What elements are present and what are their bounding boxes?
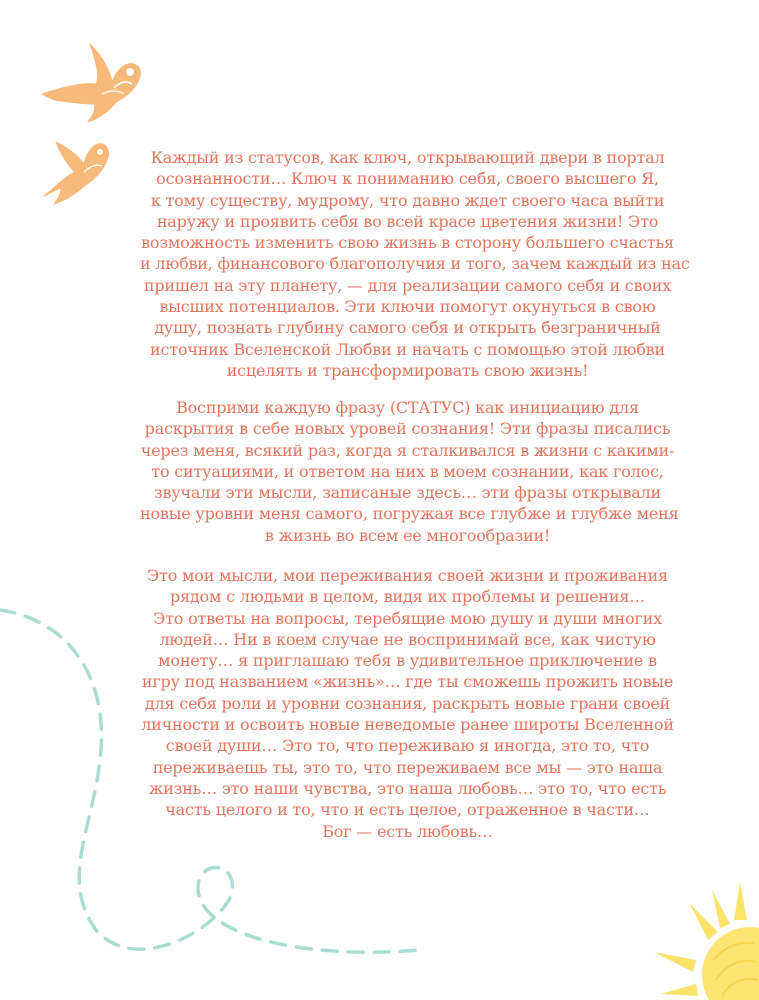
text-line: монету… я приглашаю тебя в удивительное приключение в <box>158 651 657 671</box>
text-line: душу, познать глубину самого себя и открыть безграничный <box>154 318 661 338</box>
text-line: новые уровни меня самого, погружая все глубже и глубже меня <box>140 504 679 524</box>
text-line: исцелять и трансформировать свою жизнь! <box>226 360 589 380</box>
text-line: своей души… Это то, что переживаю я иногда, это то, что <box>165 736 650 756</box>
sun-icon <box>650 880 759 1000</box>
text-line: возможность изменить свою жизнь в сторону большего счастья <box>141 233 674 253</box>
text-line: Бог — есть любовь… <box>322 821 493 841</box>
text-line: в жизнь во всем ее многообразии! <box>264 525 551 545</box>
text-line: наружу и проявить себя во всей красе цветения жизни! Это <box>156 211 659 231</box>
text-line: часть целого и то, что и есть целое, отраженное в части… <box>165 800 650 820</box>
text-line: осознанности… Ключ к пониманию себя, своего высшего Я, <box>156 169 659 189</box>
text-line: личности и освоить новые неведомые ранее широты Вселенной <box>141 715 674 735</box>
text-line: Это ответы на вопросы, теребящие мою душу и души многих <box>153 608 662 628</box>
text-line: переживаешь ты, это то, что переживаем все мы — это наша <box>152 757 663 777</box>
text-line: для себя роли и уровни сознания, раскрыть новые грани своей <box>144 693 671 713</box>
text-line: то ситуациями, и ответом на них в моем сознании, как голос, <box>151 461 664 481</box>
text-line: Это мои мысли, мои переживания своей жизни и проживания <box>147 566 668 585</box>
text-line: Каждый из статусов, как ключ, открывающий двери в портал <box>150 148 665 167</box>
text-line: звучали эти мысли, записаные здесь… эти фразы открывали <box>154 483 661 503</box>
text-line: раскрытия в себе новых уровей сознания! Эти фразы писались <box>144 419 671 439</box>
text-line: людей… Ни в коем случае не воспринимай все, как чистую <box>159 629 656 649</box>
text-line: источник Вселенской Любви и начать с помощью этой любви <box>150 339 665 359</box>
text-line: пришел на эту планету, — для реализации самого себя и своих <box>143 275 672 295</box>
text-line: через меня, всякий раз, когда я сталкивался в жизни с какими- <box>140 440 675 460</box>
text-line: и любви, финансового благополучия и того, зачем каждый из нас <box>140 254 690 274</box>
text-line: жизнь… это наши чувства, это наша любовь… это то, что есть <box>148 778 667 798</box>
text-line: Восприми каждую фразу (СТАТУС) как инициацию для <box>176 398 639 417</box>
text-line: рядом с людьми в целом, видя их проблемы и решения… <box>169 587 646 607</box>
text-line: высших потенциалов. Эти ключи помогут окунуться в свою <box>159 297 656 317</box>
text-line: игру под названием «жизнь»… где ты сможешь прожить новые <box>141 672 674 692</box>
text-line: к тому существу, мудрому, что давно ждет своего часа выйти <box>150 190 665 210</box>
initiation-paragraph <box>140 397 679 546</box>
intro-paragraph <box>140 147 690 381</box>
reflections-paragraph <box>140 565 675 842</box>
